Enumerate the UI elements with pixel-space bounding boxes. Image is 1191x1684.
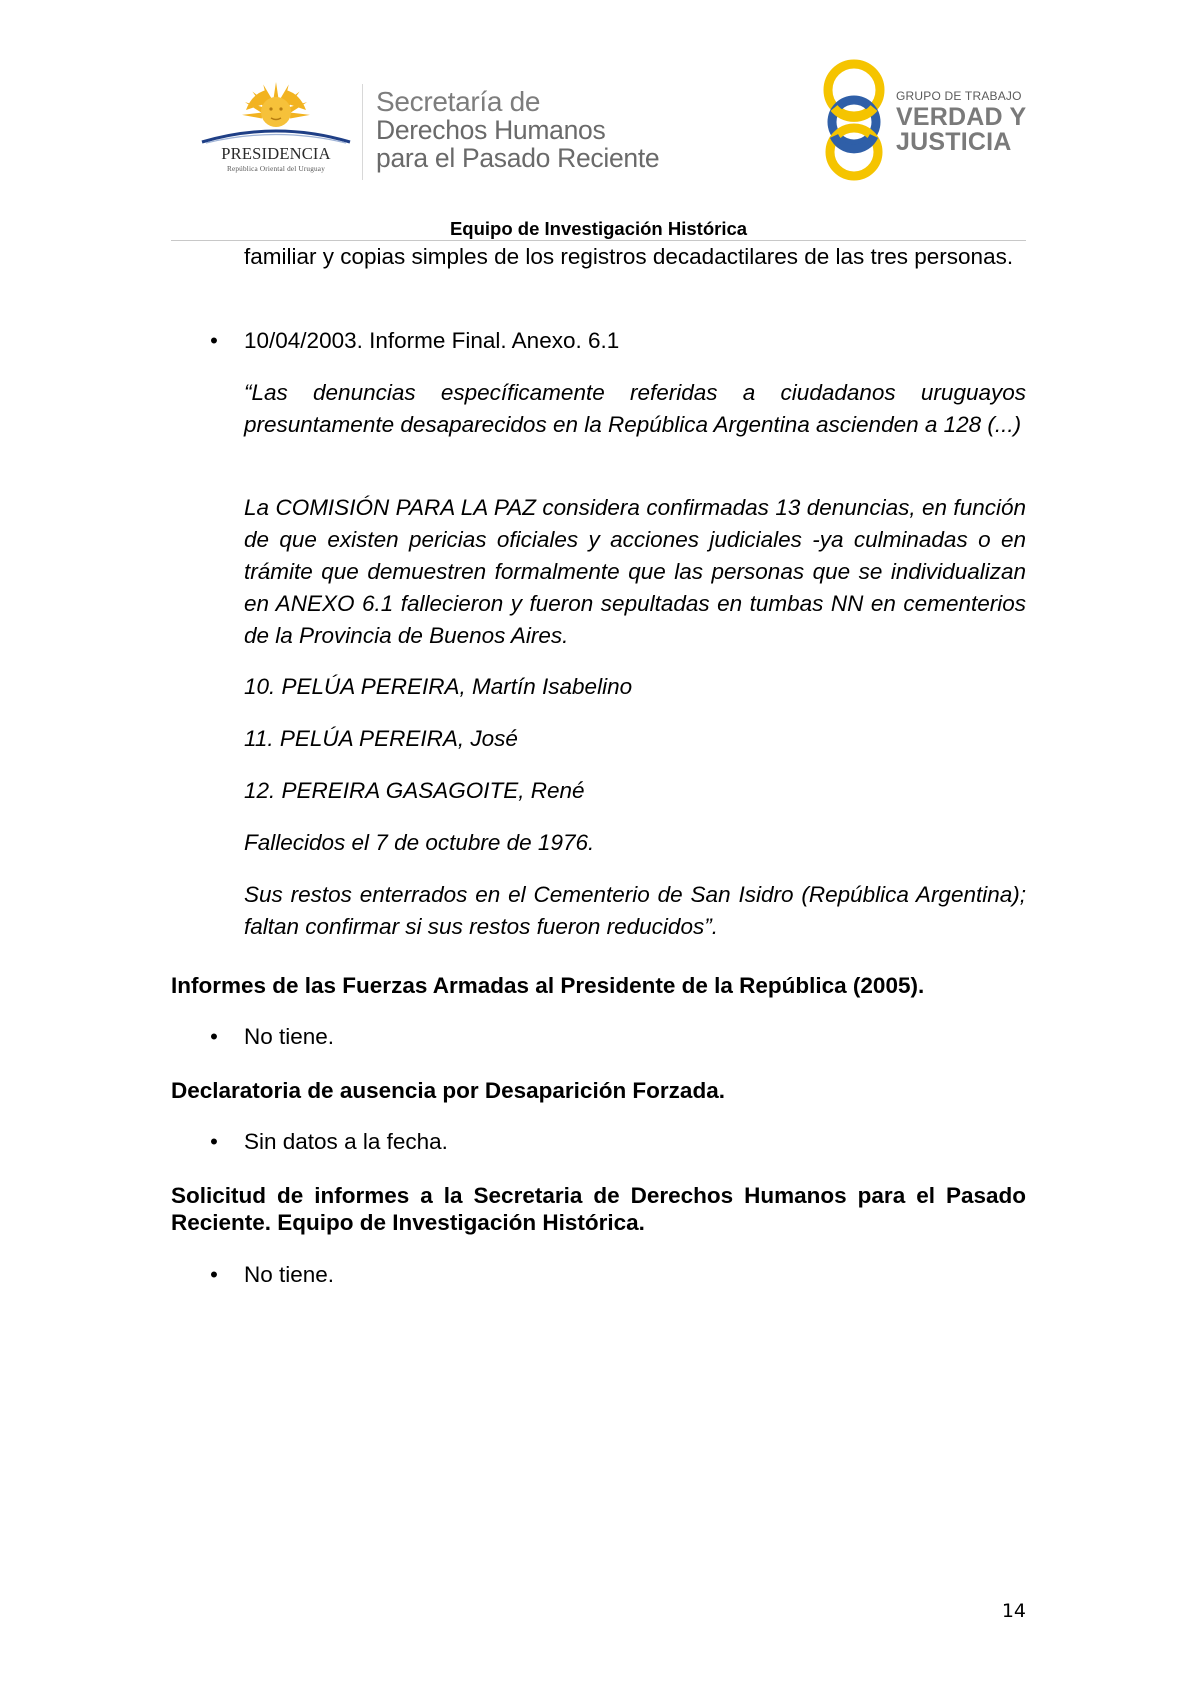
- gtvj-line-1: VERDAD Y: [896, 103, 1027, 131]
- page-number: 14: [1001, 1600, 1026, 1622]
- bullet-no-tiene-2: No tiene.: [244, 1262, 335, 1287]
- presidencia-subtitle: República Oriental del Uruguay: [226, 165, 325, 173]
- bullet-marker: •: [210, 1024, 218, 1049]
- bullet-informe-final: 10/04/2003. Informe Final. Anexo. 6.1: [244, 328, 620, 353]
- bullet-sin-datos: Sin datos a la fecha.: [244, 1129, 448, 1154]
- gtvj-line-2: JUSTICIA: [896, 128, 1012, 156]
- running-header-title: Equipo de Investigación Histórica: [449, 218, 748, 239]
- restos-paragraph: Sus restos enterrados en el Cementerio de San Isidro (República Argentina); faltan confirmar si sus restos fueron reducidos”.: [244, 882, 1026, 939]
- victim-name-12: 12. PEREIRA GASAGOITE, René: [244, 778, 585, 803]
- section-heading-solicitud: Solicitud de informes a la Secretaria de Derechos Humanos para el Pasado Reciente. Equipo de Investigación Histórica.: [171, 1183, 1026, 1235]
- secretaria-line-3: para el Pasado Reciente: [376, 143, 660, 173]
- victim-name-11: 11. PELÚA PEREIRA, José: [244, 726, 518, 751]
- presidencia-name: PRESIDENCIA: [221, 144, 331, 163]
- victim-name-10: 10. PELÚA PEREIRA, Martín Isabelino: [244, 674, 633, 699]
- quote-paragraph-1: “Las denuncias específicamente referidas a ciudadanos uruguayos presuntamente desaparecidos en la República Argentina ascienden a 128 (...): [244, 380, 1026, 437]
- continuation-paragraph: familiar y copias simples de los registros decadactilares de las tres personas.: [244, 244, 1014, 269]
- quote-paragraph-2: La COMISIÓN PARA LA PAZ considera confirmadas 13 denuncias, en función de que existen pericias oficiales y acciones judiciales -ya culminadas o en trámite que demuestren formalmente que las personas que se individualizan en ANEXO 6.1 fallecieron y fueron sepultadas en tumbas NN en cementerios de la Provincia de Buenos Aires.: [244, 495, 1026, 648]
- section-heading-declaratoria: Declaratoria de ausencia por Desaparición Forzada.: [171, 1078, 725, 1103]
- section-heading-fuerzas-armadas: Informes de las Fuerzas Armadas al Presidente de la República (2005).: [171, 973, 925, 998]
- secretaria-line-1: Secretaría de: [376, 86, 541, 117]
- bullet-no-tiene-1: No tiene.: [244, 1024, 335, 1049]
- bullet-marker: •: [210, 1262, 218, 1287]
- gtvj-small-text: GRUPO DE TRABAJO: [896, 89, 1022, 103]
- bullet-marker: •: [210, 1129, 218, 1154]
- secretaria-line-2: Derechos Humanos: [376, 115, 606, 145]
- fallecidos-line: Fallecidos el 7 de octubre de 1976.: [244, 830, 595, 855]
- bullet-marker: •: [210, 328, 218, 353]
